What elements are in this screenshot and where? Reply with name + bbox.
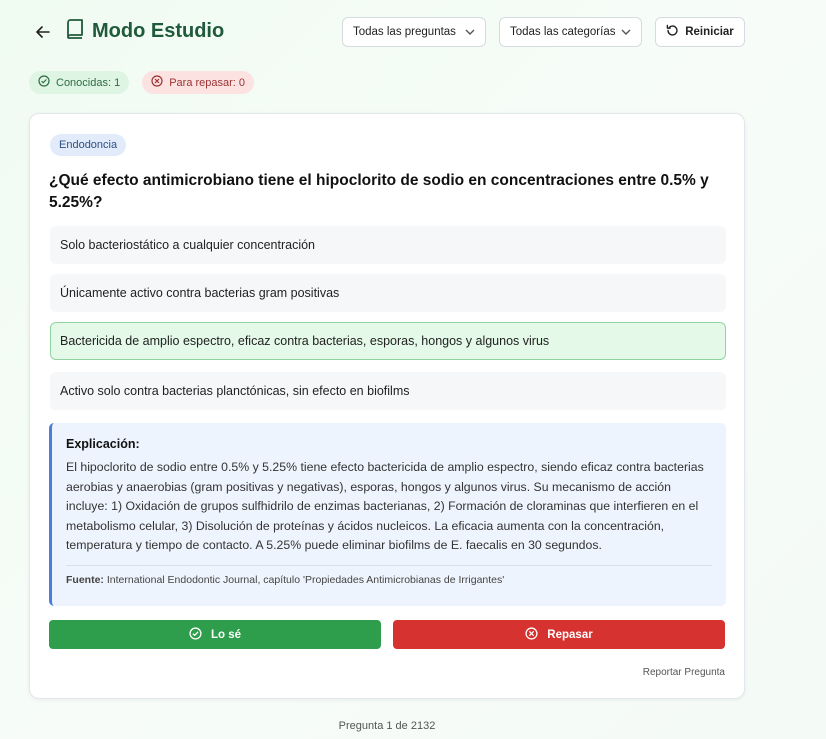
check-circle-icon [189, 627, 202, 643]
answer-option[interactable]: Únicamente activo contra bacterias gram positivas [50, 274, 726, 312]
question-progress: Pregunta 1 de 2132 [338, 720, 436, 732]
review-count-badge [142, 71, 254, 94]
explanation-body: El hipoclorito de sodio entre 0.5% y 5.25% tiene efecto bactericida de amplio espectro, siendo eficaz contra bacterias aerobias y anaerobias (gram positivas y negativas), esporas, hongos y algunos virus. Su mecanismo de acción incluye: 1) Oxidación de grupos sulfhidrilo de enzimas bacterianas, 2) Formación de cloraminas que interfieren en el metabolismo celular, 3) Disolución de proteínas y ácidos nucleicos. La eficacia aumenta con la concentración, temperatura y tiempo de contacto. A 5.25% puede eliminar biofilms de E. faecalis en 30 segundos. [66, 460, 704, 552]
title-group [66, 19, 224, 44]
header [0, 17, 826, 47]
category-filter-value: Todas las categorías [510, 26, 616, 38]
question-filter-select[interactable] [342, 17, 486, 47]
chevron-down-icon [621, 26, 631, 38]
know-button[interactable] [49, 620, 381, 649]
review-count-label: Para repasar: 0 [169, 76, 246, 89]
question-text: ¿Qué efecto antimicrobiano tiene el hipoclorito de sodio en concentraciones entre 0.5% y 5.25%? [49, 172, 709, 211]
answer-option[interactable]: Solo bacteriostático a cualquier concentración [50, 226, 726, 264]
divider [66, 565, 712, 566]
known-count-label: Conocidas: 1 [56, 76, 121, 89]
reset-button[interactable] [655, 17, 745, 47]
source-text: International Endodontic Journal, capítulo 'Propiedades Antimicrobianas de Irrigantes' [106, 573, 505, 586]
x-circle-icon [151, 75, 163, 90]
question-filter-value: Todas las preguntas [353, 26, 456, 38]
explanation-panel [49, 423, 726, 606]
check-circle-icon [38, 75, 50, 90]
explanation-title: Explicación: [66, 437, 140, 451]
stats-badges [29, 71, 254, 94]
question-card [29, 113, 745, 699]
answer-option[interactable]: Activo solo contra bacterias planctónicas, sin efecto en biofilms [50, 372, 726, 410]
reset-label: Reiniciar [685, 26, 734, 38]
rotate-ccw-icon [666, 24, 679, 40]
x-circle-icon [525, 627, 538, 643]
know-label: Lo sé [210, 628, 242, 641]
report-question-link[interactable]: Reportar Pregunta [642, 667, 725, 678]
known-count-badge [29, 71, 129, 94]
page-title: Modo Estudio [92, 20, 225, 42]
answer-option-correct[interactable]: Bactericida de amplio espectro, eficaz contra bacterias, esporas, hongos y algunos virus [50, 322, 726, 360]
review-label: Repasar [547, 628, 593, 641]
back-arrow-icon[interactable] [33, 22, 53, 42]
chevron-down-icon [465, 26, 475, 38]
category-filter-select[interactable] [499, 17, 642, 47]
category-badge: Endodoncia [50, 134, 126, 156]
source-label: Fuente: [66, 573, 104, 586]
explanation-source [66, 574, 712, 586]
review-button[interactable] [393, 620, 725, 649]
book-icon [66, 19, 84, 44]
